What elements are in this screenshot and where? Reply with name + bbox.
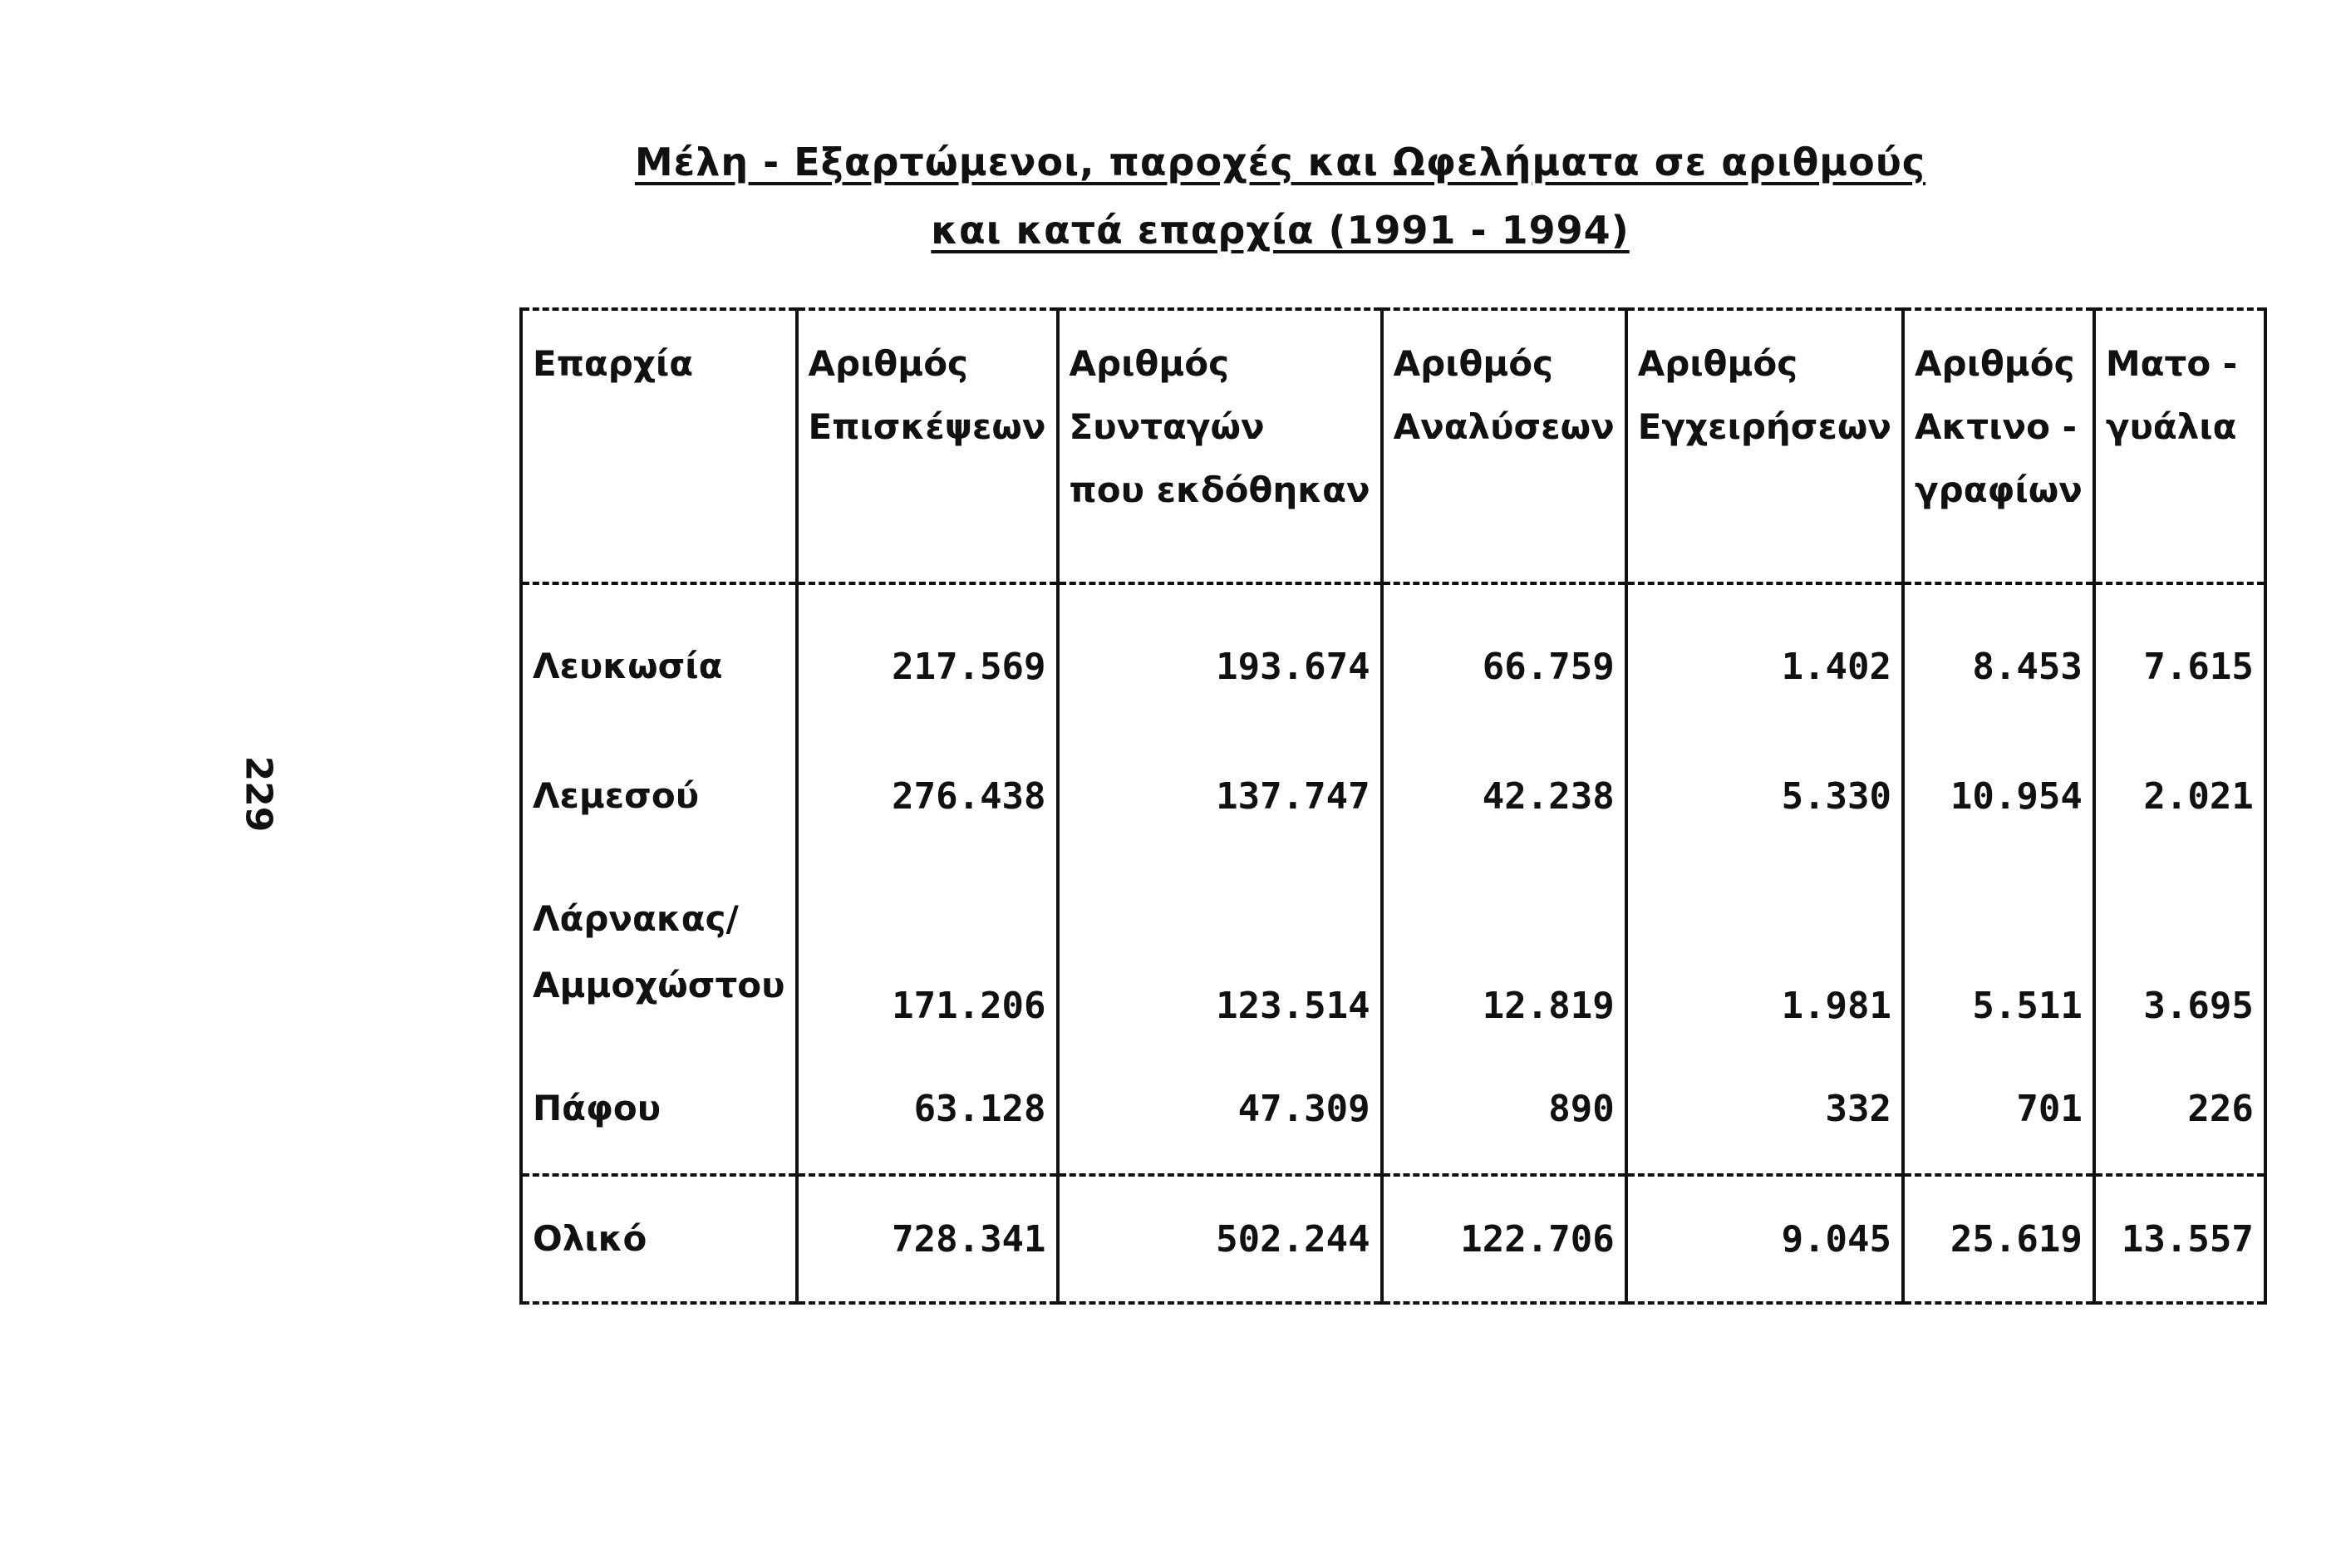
header-glasses: Ματο - γυάλια bbox=[2094, 309, 2265, 583]
row-name: Λάρνακας/ Αμμοχώστου bbox=[521, 861, 797, 1044]
cell-glasses: 2.021 bbox=[2094, 731, 2265, 861]
cell-xrays: 25.619 bbox=[1903, 1175, 2094, 1303]
row-name: Λευκωσία bbox=[521, 583, 797, 731]
cell-prescriptions: 137.747 bbox=[1058, 731, 1382, 861]
title-line-1: Μέλη - Εξαρτώμενοι, παροχές και Ωφελήματα σε αριθμούς bbox=[634, 140, 1926, 184]
header-operations: Αριθμός Εγχειρήσεων bbox=[1626, 309, 1903, 583]
row-name: Πάφου bbox=[521, 1044, 797, 1175]
table-row bbox=[521, 731, 2265, 861]
table-row bbox=[521, 583, 2265, 731]
cell-glasses: 3.695 bbox=[2094, 861, 2265, 1044]
page-number: 229 bbox=[237, 755, 280, 833]
cell-prescriptions: 502.244 bbox=[1058, 1175, 1382, 1303]
cell-prescriptions: 123.514 bbox=[1058, 861, 1382, 1044]
header-analyses: Αριθμός Αναλύσεων bbox=[1382, 309, 1626, 583]
cell-prescriptions: 47.309 bbox=[1058, 1044, 1382, 1175]
cell-operations: 5.330 bbox=[1626, 731, 1903, 861]
cell-xrays: 8.453 bbox=[1903, 583, 2094, 731]
header-province: Επαρχία bbox=[521, 309, 797, 583]
cell-xrays: 701 bbox=[1903, 1044, 2094, 1175]
cell-visits: 728.341 bbox=[797, 1175, 1058, 1303]
header-visits: Αριθμός Επισκέψεων bbox=[797, 309, 1058, 583]
header-prescriptions: Αριθμός Συνταγών που εκδόθηκαν bbox=[1058, 309, 1382, 583]
cell-visits: 276.438 bbox=[797, 731, 1058, 861]
cell-operations: 9.045 bbox=[1626, 1175, 1903, 1303]
table-row bbox=[521, 1044, 2265, 1175]
cell-operations: 332 bbox=[1626, 1044, 1903, 1175]
cell-analyses: 890 bbox=[1382, 1044, 1626, 1175]
row-name: Λεμεσού bbox=[521, 731, 797, 861]
row-name: Ολικό bbox=[521, 1175, 797, 1303]
cell-operations: 1.402 bbox=[1626, 583, 1903, 731]
cell-analyses: 66.759 bbox=[1382, 583, 1626, 731]
header-row bbox=[521, 309, 2265, 583]
cell-analyses: 122.706 bbox=[1382, 1175, 1626, 1303]
table-row bbox=[521, 861, 2265, 1044]
cell-glasses: 13.557 bbox=[2094, 1175, 2265, 1303]
header-xrays: Αριθμός Ακτινο - γραφίων bbox=[1903, 309, 2094, 583]
statistics-table bbox=[519, 307, 2267, 1305]
cell-visits: 171.206 bbox=[797, 861, 1058, 1044]
cell-glasses: 7.615 bbox=[2094, 583, 2265, 731]
cell-analyses: 42.238 bbox=[1382, 731, 1626, 861]
total-row bbox=[521, 1175, 2265, 1303]
cell-operations: 1.981 bbox=[1626, 861, 1903, 1044]
cell-visits: 63.128 bbox=[797, 1044, 1058, 1175]
cell-prescriptions: 193.674 bbox=[1058, 583, 1382, 731]
cell-xrays: 10.954 bbox=[1903, 731, 2094, 861]
cell-visits: 217.569 bbox=[797, 583, 1058, 731]
cell-xrays: 5.511 bbox=[1903, 861, 2094, 1044]
cell-glasses: 226 bbox=[2094, 1044, 2265, 1175]
cell-analyses: 12.819 bbox=[1382, 861, 1626, 1044]
title-line-2: και κατά επαρχία (1991 - 1994) bbox=[931, 208, 1630, 253]
